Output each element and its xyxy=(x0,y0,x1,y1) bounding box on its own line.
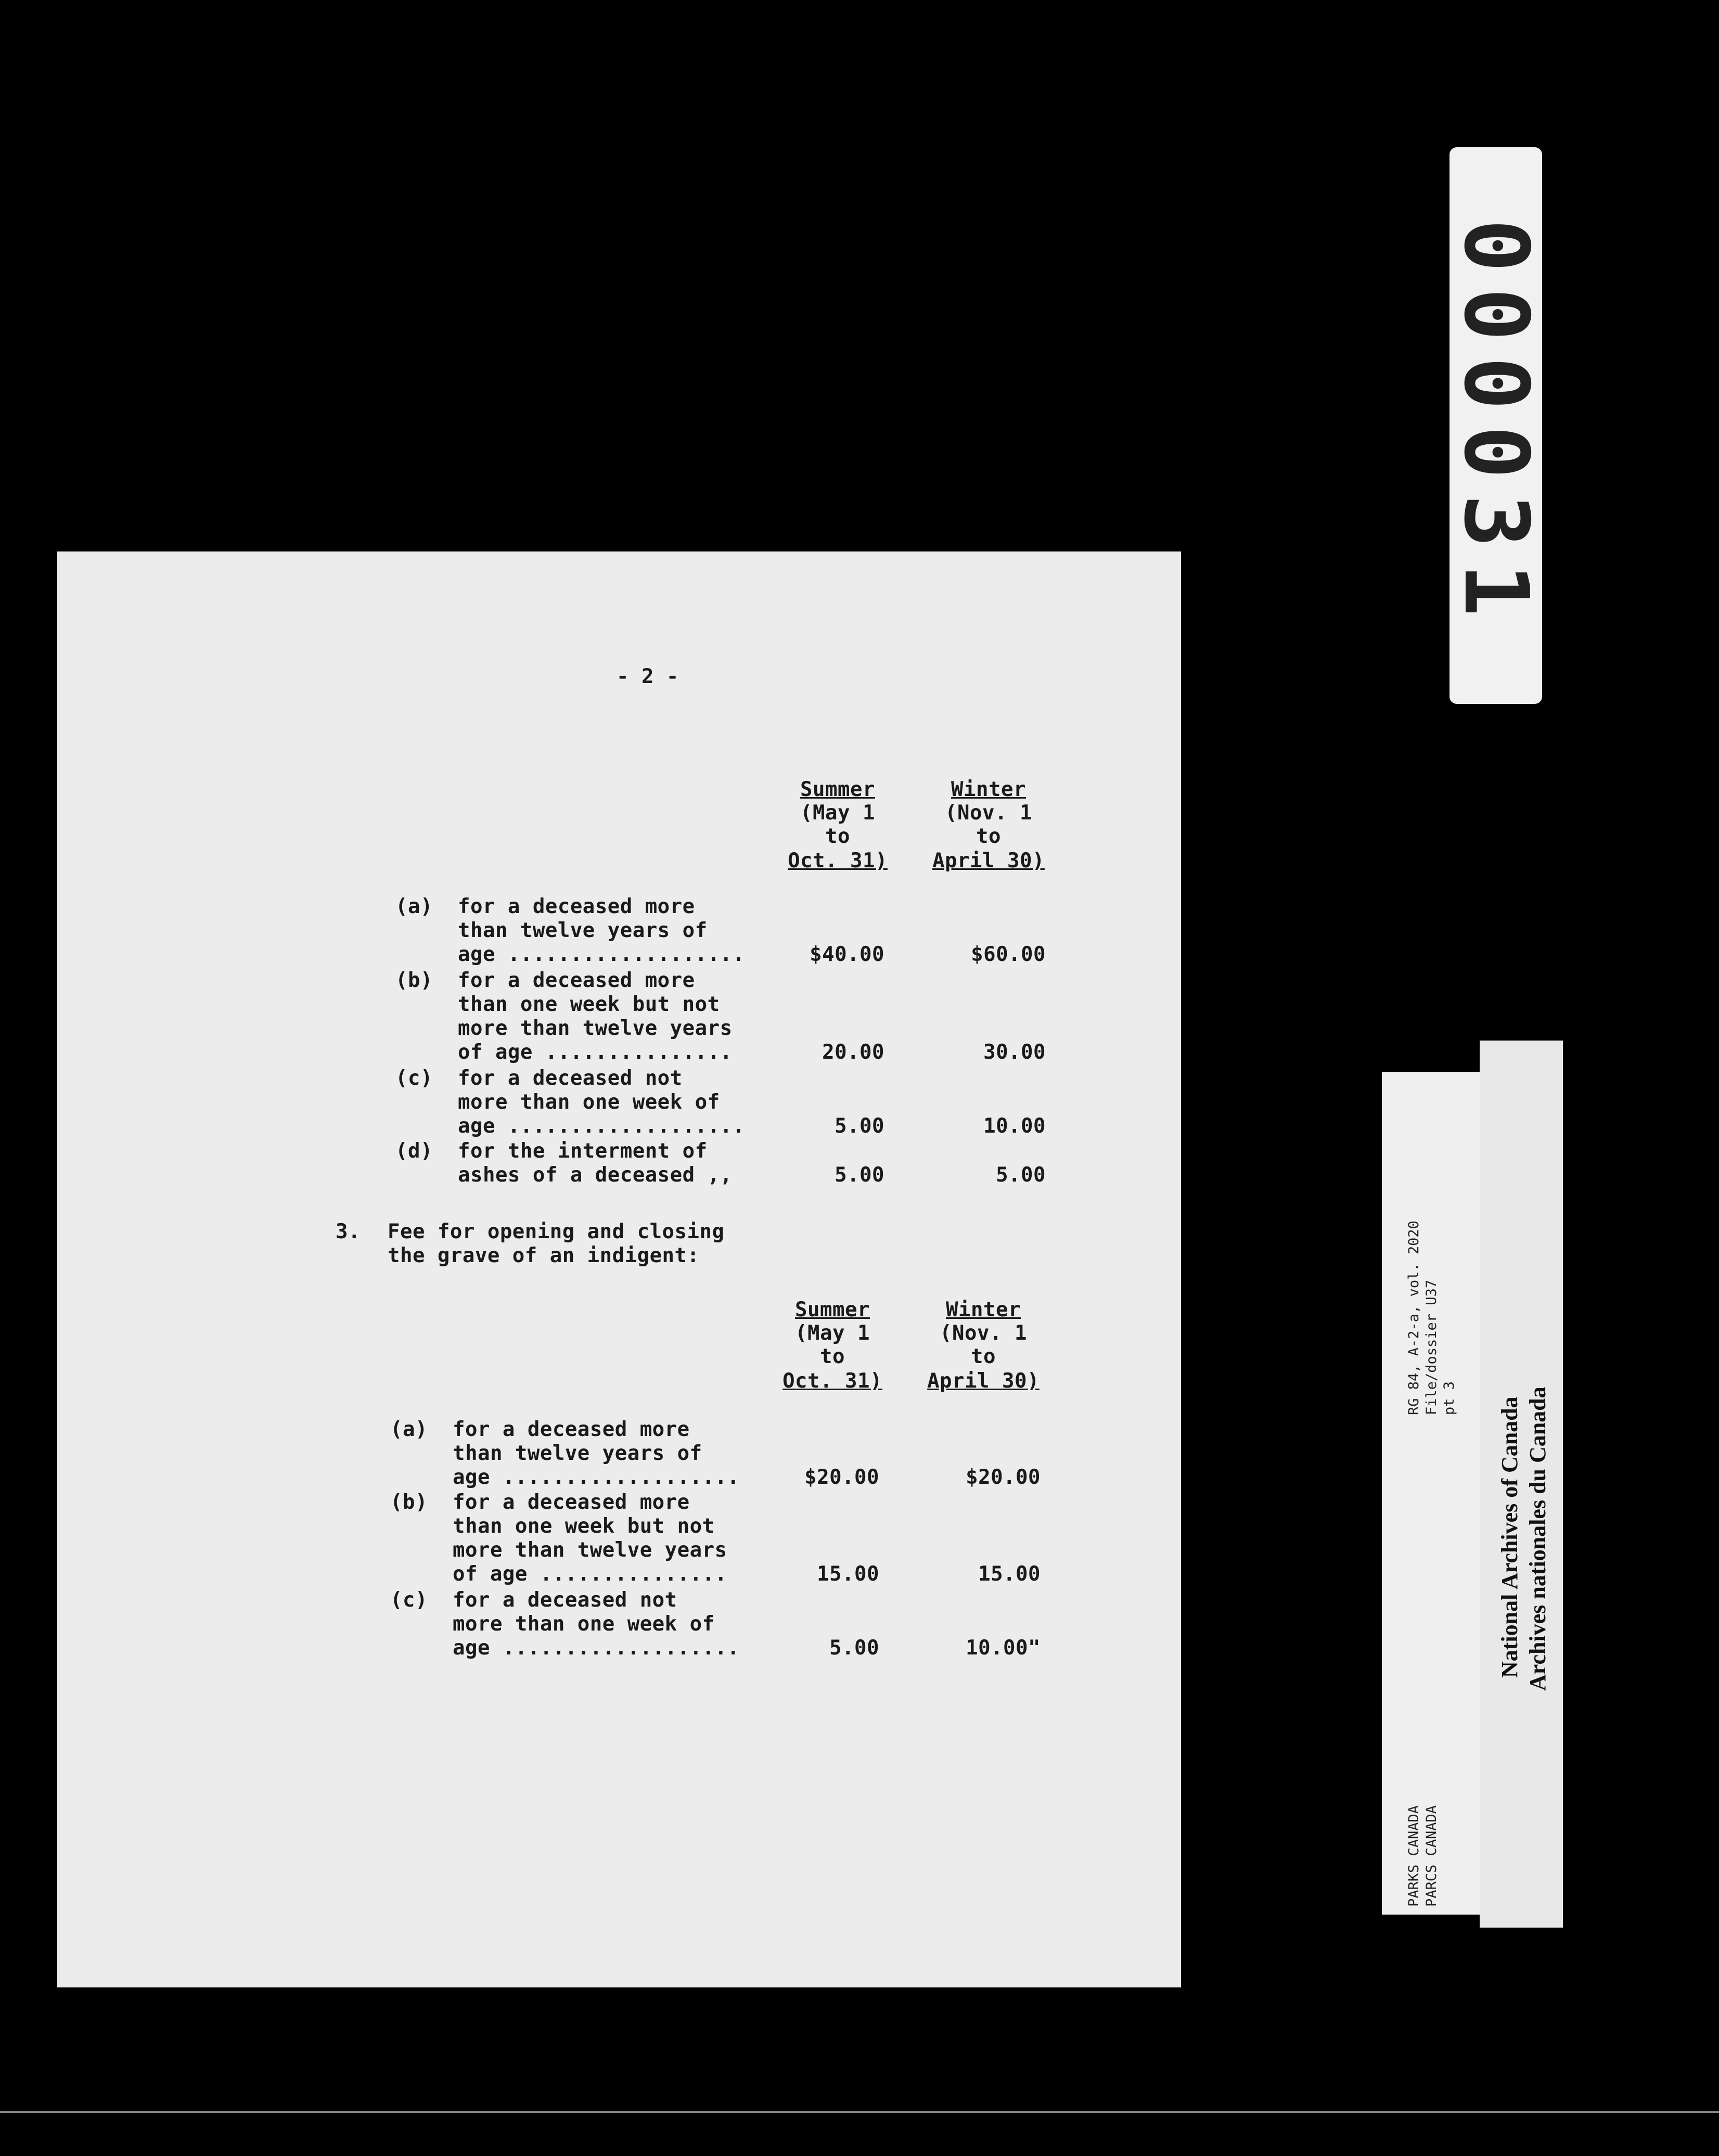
row-label: (a) xyxy=(395,895,433,918)
row-label: (d) xyxy=(395,1139,433,1163)
winter-line1: (Nov. 1 xyxy=(940,1321,1027,1345)
section-text: Fee for opening and closing xyxy=(388,1220,725,1243)
winter-fee: 10.00 xyxy=(983,1114,1046,1138)
institution-line2: Archives nationales du Canada xyxy=(1525,1387,1550,1691)
summer-line2: to xyxy=(825,825,850,848)
row-text: than twelve years of xyxy=(458,919,708,942)
reference-line1: RG 84, A-2-a, vol. 2020 xyxy=(1406,1221,1422,1415)
bottom-rule xyxy=(0,2111,1719,2113)
row-text: age ................... xyxy=(453,1636,740,1660)
winter-line1: (Nov. 1 xyxy=(945,801,1032,825)
parks-canada-label xyxy=(1382,1072,1485,1915)
winter-fee: 15.00 xyxy=(978,1562,1041,1586)
winter-fee: 10.00" xyxy=(966,1636,1041,1660)
row-text: for a deceased more xyxy=(458,895,695,918)
document-page xyxy=(57,551,1181,1987)
row-text: than twelve years of xyxy=(453,1442,702,1465)
row-text: more than twelve years xyxy=(458,1017,733,1040)
summer-line1: (May 1 xyxy=(800,801,875,825)
summer-fee: 5.00 xyxy=(829,1636,879,1660)
summer-fee: 20.00 xyxy=(822,1041,884,1064)
row-text: than one week but not xyxy=(453,1515,715,1538)
winter-fee: $20.00 xyxy=(966,1466,1041,1489)
section-number: 3. xyxy=(336,1220,361,1243)
winter-title: Winter xyxy=(946,1298,1021,1321)
row-label: (c) xyxy=(395,1067,433,1090)
frame-number: 000031 xyxy=(1444,219,1547,633)
row-text: than one week but not xyxy=(458,993,720,1016)
row-text: age ................... xyxy=(458,943,745,966)
summer-title: Summer xyxy=(795,1298,870,1321)
summer-fee: $40.00 xyxy=(810,943,884,966)
summer-title: Summer xyxy=(800,778,875,801)
row-label: (b) xyxy=(395,969,433,992)
row-text: for a deceased not xyxy=(458,1067,683,1090)
row-text: age ................... xyxy=(453,1466,740,1489)
winter-line3: April 30) xyxy=(927,1369,1040,1393)
row-text: for a deceased not xyxy=(453,1588,677,1612)
agency-line2: PARCS CANADA xyxy=(1423,1805,1440,1907)
row-text: of age ............... xyxy=(458,1041,733,1064)
winter-title: Winter xyxy=(951,778,1026,801)
winter-fee: $60.00 xyxy=(971,943,1046,966)
row-text: for a deceased more xyxy=(458,969,695,992)
row-text: more than twelve years xyxy=(453,1538,727,1562)
row-text: more than one week of xyxy=(453,1612,715,1636)
summer-fee: $20.00 xyxy=(804,1466,879,1489)
section-text: the grave of an indigent: xyxy=(388,1244,700,1267)
summer-line3: Oct. 31) xyxy=(788,849,888,872)
institution-line1: National Archives of Canada xyxy=(1497,1396,1522,1678)
winter-line2: to xyxy=(976,825,1001,848)
winter-line2: to xyxy=(971,1345,996,1368)
page-number: - 2 - xyxy=(617,665,679,688)
summer-line2: to xyxy=(820,1345,845,1368)
row-text: ashes of a deceased ,, xyxy=(458,1163,733,1187)
summer-line3: Oct. 31) xyxy=(782,1369,882,1393)
row-text: for the interment of xyxy=(458,1139,708,1163)
row-label: (c) xyxy=(390,1588,428,1612)
national-archives-label xyxy=(1480,1041,1563,1928)
winter-fee: 5.00 xyxy=(996,1163,1046,1187)
row-text: more than one week of xyxy=(458,1090,720,1114)
row-label: (a) xyxy=(390,1418,428,1441)
row-text: age ................... xyxy=(458,1114,745,1138)
summer-line1: (May 1 xyxy=(795,1321,870,1345)
summer-fee: 5.00 xyxy=(835,1114,884,1138)
winter-line3: April 30) xyxy=(932,849,1045,872)
row-text: of age ............... xyxy=(453,1562,727,1586)
reference-line2: File/dossier U37 xyxy=(1423,1279,1440,1415)
row-label: (b) xyxy=(390,1491,428,1514)
winter-fee: 30.00 xyxy=(983,1041,1046,1064)
reference-line3: pt 3 xyxy=(1441,1381,1457,1415)
row-text: for a deceased more xyxy=(453,1418,690,1441)
summer-fee: 15.00 xyxy=(817,1562,879,1586)
agency-line1: PARKS CANADA xyxy=(1406,1805,1422,1907)
row-text: for a deceased more xyxy=(453,1491,690,1514)
frame-number-strip xyxy=(1444,147,1547,704)
summer-fee: 5.00 xyxy=(835,1163,884,1187)
